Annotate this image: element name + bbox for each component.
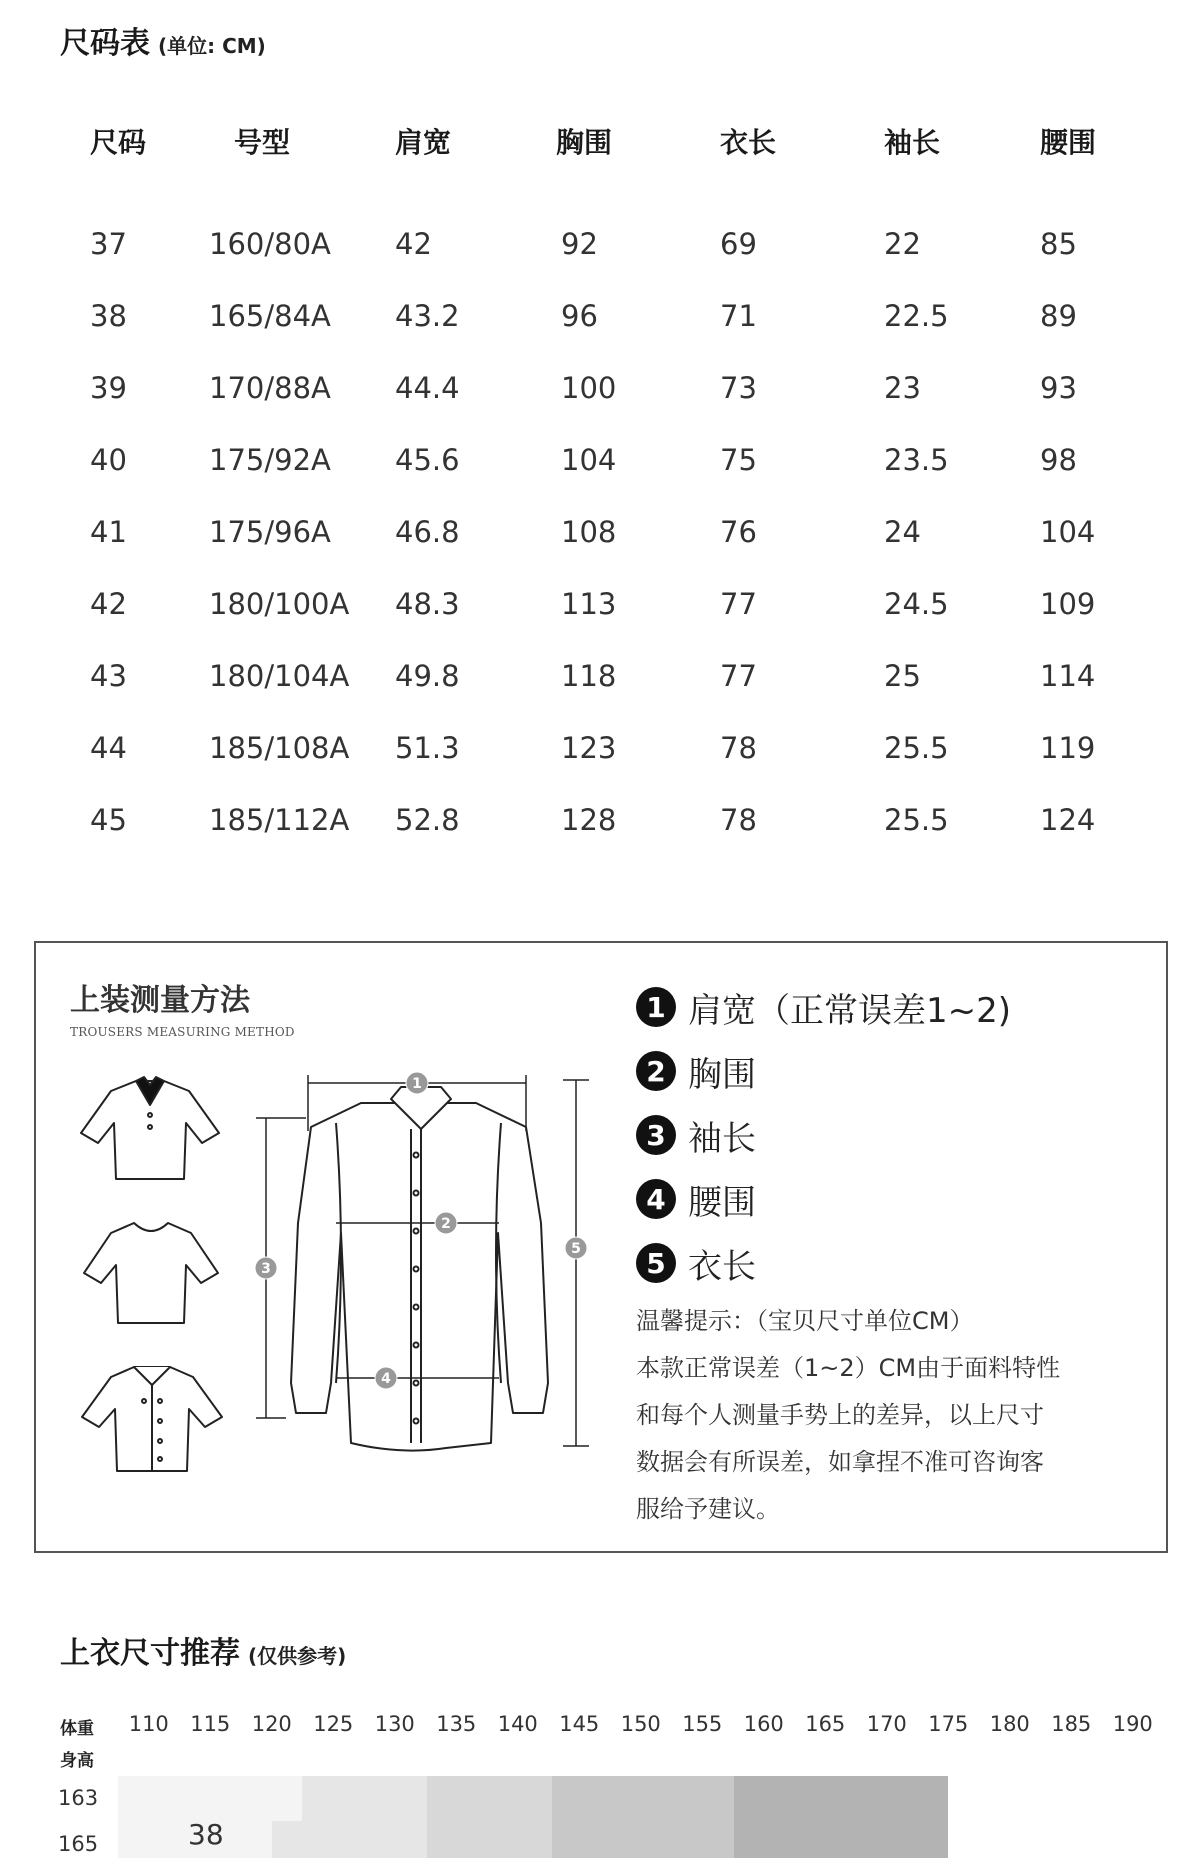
cell-type: 185/112A	[209, 803, 350, 837]
table-row	[60, 712, 1120, 784]
weight-tick: 130	[374, 1712, 415, 1736]
header-chest: 胸围	[556, 126, 613, 159]
weight-tick: 185	[1051, 1712, 1092, 1736]
cell-sleeve: 23	[884, 371, 921, 405]
mark-2-label: 2	[441, 1216, 451, 1232]
cell-chest: 108	[561, 515, 617, 549]
measuring-diagram	[36, 1003, 581, 1543]
cell-waist: 93	[1040, 371, 1077, 405]
weight-tick: 135	[436, 1712, 477, 1736]
mark-4-label: 4	[381, 1371, 391, 1387]
cell-shoulder: 45.6	[395, 443, 460, 477]
measuring-tip	[636, 1298, 1096, 1533]
legend-label-waist: 腰围	[688, 1182, 756, 1223]
legend-number-1: 1	[636, 987, 676, 1027]
size-table-heading: 尺码表	[60, 26, 150, 61]
cell-type: 175/92A	[209, 443, 331, 477]
header-length: 衣长	[720, 126, 777, 159]
cell-shoulder: 44.4	[395, 371, 460, 405]
cell-chest: 118	[561, 659, 617, 693]
size-zone	[552, 1776, 734, 1858]
tip-line: 本款正常误差（1~2）CM由于面料特性	[636, 1354, 1061, 1382]
cell-chest: 123	[561, 731, 617, 765]
weight-tick: 120	[251, 1712, 292, 1736]
cell-sleeve: 24	[884, 515, 921, 549]
cell-chest: 92	[561, 227, 598, 261]
cell-waist: 119	[1040, 731, 1096, 765]
table-row	[60, 352, 1120, 424]
mark-3-label: 3	[261, 1261, 271, 1277]
weight-tick: 150	[620, 1712, 661, 1736]
cell-waist: 114	[1040, 659, 1096, 693]
table-row	[60, 640, 1120, 712]
mark-5-label: 5	[571, 1241, 581, 1257]
header-size: 尺码	[90, 126, 147, 159]
cell-type: 185/108A	[209, 731, 350, 765]
measuring-method-panel	[34, 941, 1168, 1553]
legend-item-shoulder	[636, 975, 1011, 1039]
cell-sleeve: 24.5	[884, 587, 949, 621]
weight-tick: 190	[1112, 1712, 1153, 1736]
cell-length: 71	[720, 299, 757, 333]
table-row	[60, 568, 1120, 640]
weight-axis	[118, 1712, 1164, 1736]
size-zone	[734, 1776, 948, 1858]
table-row	[60, 424, 1120, 496]
cell-type: 160/80A	[209, 227, 331, 261]
cell-sleeve: 25.5	[884, 731, 949, 765]
cell-waist: 98	[1040, 443, 1077, 477]
legend-label-sleeve: 袖长	[688, 1118, 756, 1159]
tip-line: 服给予建议。	[636, 1495, 780, 1523]
header-type: 号型	[234, 126, 291, 159]
table-row	[60, 496, 1120, 568]
legend-number-5: 5	[636, 1243, 676, 1283]
cell-length: 78	[720, 731, 757, 765]
cell-type: 180/100A	[209, 587, 350, 621]
cell-size: 43	[90, 659, 127, 693]
cell-chest: 96	[561, 299, 598, 333]
tip-line: 温馨提示：（宝贝尺寸单位CM）	[636, 1307, 974, 1335]
recommendation-heading: 上衣尺寸推荐	[60, 1636, 240, 1671]
legend-label-shoulder: 肩宽（正常误差1~2)	[688, 990, 1012, 1031]
cell-sleeve: 22	[884, 227, 921, 261]
size-table-header-row	[60, 110, 1120, 172]
weight-tick: 160	[743, 1712, 784, 1736]
cell-length: 77	[720, 659, 757, 693]
cell-sleeve: 25.5	[884, 803, 949, 837]
height-163: 163	[58, 1786, 99, 1810]
tshirt-icon	[84, 1223, 218, 1323]
table-row	[60, 280, 1120, 352]
size-table-title	[60, 18, 266, 62]
weight-tick: 140	[497, 1712, 538, 1736]
measuring-subtitle: TROUSERS MEASURING METHOD	[70, 1025, 295, 1039]
weight-axis-label: 体重	[60, 1719, 94, 1739]
legend-item-waist	[636, 1167, 1011, 1231]
cell-chest: 128	[561, 803, 617, 837]
legend-number-2: 2	[636, 1051, 676, 1091]
cell-shoulder: 49.8	[395, 659, 460, 693]
cell-length: 69	[720, 227, 757, 261]
cell-type: 175/96A	[209, 515, 331, 549]
cell-shoulder: 42	[395, 227, 432, 261]
cell-size: 45	[90, 803, 127, 837]
recommendation-note: (仅供参考)	[248, 1644, 347, 1668]
legend-number-3: 3	[636, 1115, 676, 1155]
mark-1-label: 1	[412, 1076, 422, 1092]
cell-waist: 104	[1040, 515, 1096, 549]
cell-sleeve: 23.5	[884, 443, 949, 477]
size-table-unit: (单位: CM)	[158, 34, 266, 58]
cell-length: 77	[720, 587, 757, 621]
cell-size: 44	[90, 731, 127, 765]
header-shoulder: 肩宽	[395, 126, 452, 159]
legend-label-length: 衣长	[688, 1246, 756, 1287]
legend-item-chest	[636, 1039, 1011, 1103]
cell-length: 76	[720, 515, 757, 549]
cell-shoulder: 43.2	[395, 299, 460, 333]
weight-tick: 115	[190, 1712, 231, 1736]
legend-item-length	[636, 1231, 1011, 1295]
polo-shirt-icon	[81, 1077, 219, 1179]
height-165: 165	[58, 1832, 99, 1856]
recommendation-title	[60, 1628, 346, 1672]
cell-type: 165/84A	[209, 299, 331, 333]
cell-size: 38	[90, 299, 127, 333]
weight-tick: 145	[559, 1712, 600, 1736]
cell-size: 40	[90, 443, 127, 477]
tip-line: 和每个人测量手势上的差异，以上尺寸	[636, 1401, 1044, 1429]
cell-chest: 113	[561, 587, 617, 621]
header-waist: 腰围	[1040, 126, 1097, 159]
cell-waist: 85	[1040, 227, 1077, 261]
cell-shoulder: 51.3	[395, 731, 460, 765]
legend-number-4: 4	[636, 1179, 676, 1219]
measuring-legend	[636, 975, 1011, 1295]
cell-sleeve: 25	[884, 659, 921, 693]
legend-item-sleeve	[636, 1103, 1011, 1167]
weight-tick: 165	[805, 1712, 846, 1736]
cell-size: 42	[90, 587, 127, 621]
cell-size: 37	[90, 227, 127, 261]
recommended-size-cell: 38	[188, 1818, 224, 1851]
legend-label-chest: 胸围	[688, 1054, 756, 1095]
size-zone-notch	[272, 1776, 302, 1821]
weight-tick: 155	[682, 1712, 723, 1736]
table-row	[60, 784, 1120, 856]
cell-size: 41	[90, 515, 127, 549]
measuring-title: 上装测量方法	[70, 983, 250, 1018]
header-sleeve: 袖长	[884, 126, 941, 159]
cell-length: 73	[720, 371, 757, 405]
cell-waist: 89	[1040, 299, 1077, 333]
weight-tick: 180	[989, 1712, 1030, 1736]
height-axis-label: 身高	[60, 1751, 94, 1771]
table-row	[60, 208, 1120, 280]
cell-chest: 100	[561, 371, 617, 405]
cell-shoulder: 48.3	[395, 587, 460, 621]
cell-chest: 104	[561, 443, 617, 477]
long-sleeve-shirt-icon	[291, 1087, 548, 1451]
cell-sleeve: 22.5	[884, 299, 949, 333]
weight-tick: 125	[313, 1712, 354, 1736]
size-zone	[427, 1776, 552, 1858]
size-table	[60, 110, 1120, 856]
cell-type: 170/88A	[209, 371, 331, 405]
cell-type: 180/104A	[209, 659, 350, 693]
cell-shoulder: 46.8	[395, 515, 460, 549]
cell-length: 75	[720, 443, 757, 477]
weight-tick: 170	[866, 1712, 907, 1736]
double-breasted-shirt-icon	[82, 1367, 222, 1471]
weight-tick: 175	[928, 1712, 969, 1736]
weight-tick: 110	[128, 1712, 169, 1736]
cell-waist: 109	[1040, 587, 1096, 621]
cell-waist: 124	[1040, 803, 1096, 837]
cell-length: 78	[720, 803, 757, 837]
cell-shoulder: 52.8	[395, 803, 460, 837]
cell-size: 39	[90, 371, 127, 405]
tip-line: 数据会有所误差，如拿捏不准可咨询客	[636, 1448, 1044, 1476]
